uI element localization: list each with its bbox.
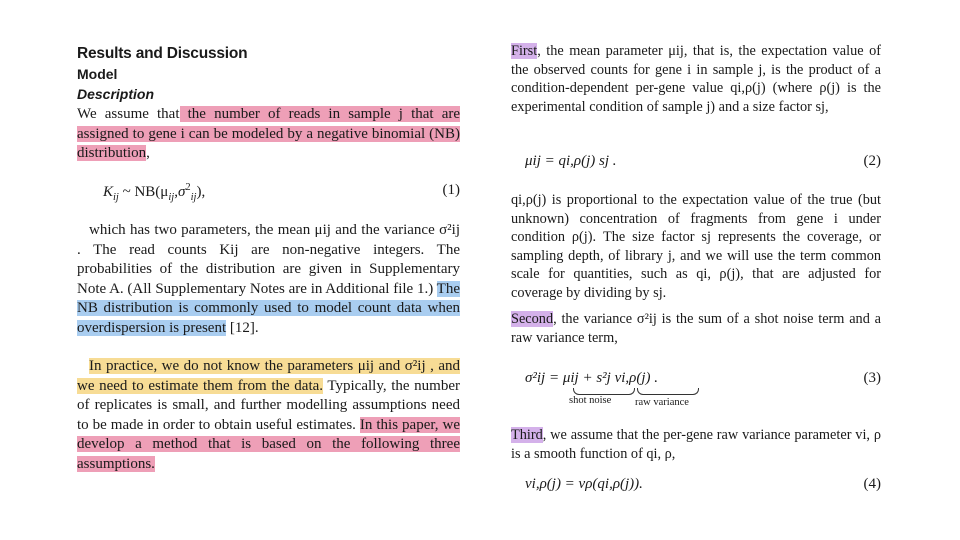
highlight-first: First	[511, 43, 538, 59]
equation-3-expression: σ²ij = μij + s²j vi,ρ(j) .	[525, 370, 659, 386]
text-segment: , the mean parameter μij, that is, the expectation value of the observed counts for gene i in sample j, is the product of a condition-dependent per-gene value qi,ρ(j) (where ρ(j) is the experimental condition of sample j) and a size factor sj,	[511, 43, 881, 115]
highlight-three-assumptions: In this paper, we develop a method that is based on the following three assumptions.	[77, 416, 460, 472]
text-segment: , the variance σ²ij is the sum of a shot noise term and a raw variance term,	[511, 311, 881, 346]
text-segment: ,	[146, 145, 150, 161]
highlight-estimate: In practice, we do not know the parameters μij and σ²ij , and we need to estimate them from the data.	[77, 358, 460, 394]
equation-4-number: (4)	[863, 476, 881, 492]
subheading-model: Model	[77, 66, 118, 82]
subheading-description: Description	[77, 86, 155, 102]
paragraph-q	[511, 191, 881, 303]
text-segment: , we assume that the per-gene raw variance parameter vi, ρ is a smooth function of qi, ρ,	[511, 427, 881, 462]
text-segment: Typically, the number of replicates is small, and further modelling assumptions need to be made in order to obtain useful estimates.	[77, 377, 460, 433]
equation-1-number: (1)	[442, 182, 460, 198]
highlight-second: Second	[511, 311, 554, 327]
equation-4-expression: vi,ρ(j) = vρ(qi,ρ(j)).	[525, 476, 643, 492]
eq-var-k: K	[103, 184, 114, 200]
section-heading-results: Results and Discussion	[77, 45, 248, 62]
brace-raw-variance	[637, 388, 699, 395]
text-segment: which has two parameters, the mean μij and the variance σ²ij . The read counts Kij are non-negative integers. The probabilities of the distribution are given in Supplementary Note A. (All Supplementary Notes are in Additional file 1.)	[77, 222, 460, 297]
paragraph-parameters	[77, 221, 460, 338]
eq-sigma: σ	[177, 184, 186, 200]
label-shot-noise: shot noise	[569, 395, 612, 406]
equation-2-number: (2)	[863, 153, 881, 169]
highlight-nb-common: The NB distribution is commonly used to model count data when overdispersion is present	[77, 280, 460, 336]
highlight-third: Third	[511, 427, 543, 443]
eq-nb: ~ NB(μ	[118, 184, 169, 200]
text-segment: We assume that	[77, 106, 180, 122]
text-segment: [12].	[226, 319, 259, 336]
equation-3-number: (3)	[863, 370, 881, 386]
paragraph-second	[511, 310, 881, 347]
paragraph-in-practice	[77, 357, 460, 474]
highlight-nb-model: the number of reads in sample j that are assigned to gene i can be modeled by a negative binomial (NB) distribution	[77, 106, 461, 161]
paragraph-third	[511, 426, 881, 463]
paragraph-assumption	[77, 105, 460, 164]
brace-shot-noise	[573, 388, 635, 395]
equation-2-expression: μij = qi,ρ(j) sj .	[525, 153, 617, 169]
equation-1-expression: $K_{ij}$ ~ $NB(\mu_{ij},\sigma^2_{ij})$,	[103, 182, 206, 203]
label-raw-variance: raw variance	[635, 397, 689, 408]
eq-close: ),	[196, 184, 206, 200]
paragraph-first	[511, 42, 881, 116]
text-segment: qi,ρ(j) is proportional to the expectation value of the true (but unknown) concentration of fragments from gene i under condition ρ(j). The size factor sj represents the coverage, or sampling depth, of library j, and we will use the term common scale for quantities, such as qi, ρ(j), that are adjusted for coverage by dividing by sj.	[511, 192, 881, 301]
